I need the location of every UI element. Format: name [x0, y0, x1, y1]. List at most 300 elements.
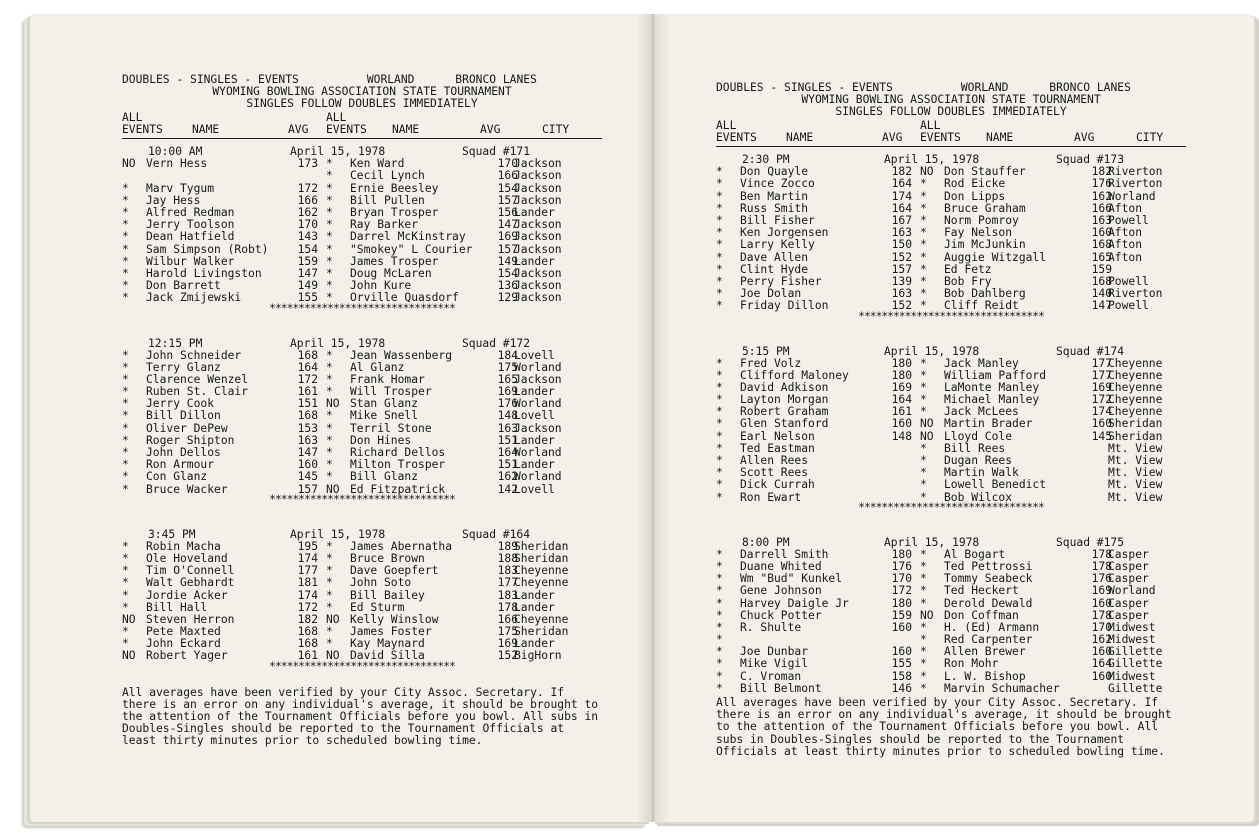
- bowler-name-1: David Adkison: [740, 380, 829, 394]
- events-mark-2: *: [326, 551, 333, 565]
- events-mark-1: *: [122, 446, 129, 460]
- section-gap: [122, 317, 602, 331]
- events-mark-2: NO: [920, 608, 934, 622]
- column-header-all2: ALL: [326, 111, 347, 125]
- bowler-avg-1: 155: [297, 291, 318, 305]
- column-header-events1: EVENTS: [122, 123, 163, 137]
- events-mark-2: *: [326, 169, 333, 183]
- bowler-name-1: Bill Belmont: [740, 681, 822, 695]
- bowler-avg-2: 178: [497, 600, 518, 614]
- events-mark-1: *: [122, 470, 129, 484]
- bowler-city: Riverton: [1108, 177, 1163, 191]
- bowler-name-1: Bruce Wacker: [146, 482, 228, 496]
- squad-date: April 15, 1978: [884, 535, 980, 549]
- squad-number: Squad #164: [462, 527, 531, 541]
- events-mark-1: NO: [122, 612, 136, 626]
- events-mark-1: *: [122, 193, 129, 207]
- bowler-avg-1: 160: [891, 645, 912, 659]
- bowler-avg-2: 168: [1091, 238, 1112, 252]
- column-header-all1: ALL: [122, 111, 143, 125]
- bowler-name-1: Con Glanz: [146, 470, 208, 484]
- events-mark-2: *: [920, 299, 927, 313]
- column-header-events2: EVENTS: [920, 131, 961, 145]
- bowler-avg-2: 136: [497, 279, 518, 293]
- events-mark-2: NO: [326, 649, 340, 663]
- bowler-city: Worland: [514, 446, 562, 460]
- bowler-avg-1: 182: [891, 165, 912, 179]
- bowler-city: Afton: [1108, 201, 1143, 215]
- column-header-all1: ALL: [716, 119, 737, 133]
- section-gap: [122, 508, 602, 522]
- events-mark-1: *: [122, 409, 129, 423]
- events-mark-2: *: [920, 547, 927, 561]
- bowler-name-2: Auggie Witzgall: [944, 250, 1047, 264]
- bowler-avg-1: 161: [891, 405, 912, 419]
- squad-time: 10:00 AM: [148, 145, 203, 159]
- bowler-row: [716, 178, 1186, 190]
- bowler-city: Gillette: [1108, 657, 1163, 671]
- bowler-avg-2: 174: [1091, 405, 1112, 419]
- events-mark-1: *: [122, 254, 129, 268]
- events-mark-2: *: [920, 262, 927, 276]
- events-mark-2: *: [326, 433, 333, 447]
- bowler-city: Jackson: [514, 291, 562, 305]
- events-mark-2: *: [920, 287, 927, 301]
- bowler-city: Cheyenne: [514, 576, 569, 590]
- bowler-city: Afton: [1108, 238, 1143, 252]
- bowler-avg-1: 168: [297, 625, 318, 639]
- bowler-name-1: Vern Hess: [146, 157, 208, 171]
- bowler-row: [122, 350, 602, 362]
- bowler-city: Jackson: [514, 181, 562, 195]
- events-mark-2: *: [920, 441, 927, 455]
- events-mark-2: *: [326, 637, 333, 651]
- events-mark-1: *: [122, 539, 129, 553]
- events-mark-1: NO: [122, 157, 136, 171]
- events-mark-1: *: [122, 625, 129, 639]
- bowler-avg-1: 153: [297, 421, 318, 435]
- events-mark-2: *: [920, 466, 927, 480]
- header-line: WYOMING BOWLING ASSOCIATION STATE TOURNAMENT: [212, 85, 512, 99]
- events-mark-1: *: [716, 405, 723, 419]
- events-mark-1: *: [716, 559, 723, 573]
- bowler-name-2: Michael Manley: [944, 393, 1040, 407]
- bowler-avg-2: 178: [1091, 608, 1112, 622]
- bowler-city: Lander: [514, 385, 555, 399]
- bowler-row: [122, 590, 602, 602]
- column-header-avg2: AVG: [1074, 131, 1095, 145]
- bowler-city: Jackson: [514, 193, 562, 207]
- bowler-avg-1: 152: [891, 299, 912, 313]
- squad-heading: [122, 144, 602, 158]
- bowler-name-2: Will Trosper: [350, 385, 432, 399]
- bowler-avg-1: 176: [891, 559, 912, 573]
- bowler-name-1: Oliver DePew: [146, 421, 228, 435]
- bowler-name-1: Dave Allen: [740, 250, 809, 264]
- column-header-avg2: AVG: [480, 123, 501, 137]
- events-mark-1: *: [716, 274, 723, 288]
- squad-heading: [122, 527, 602, 541]
- bowler-name-1: Don Quayle: [740, 165, 809, 179]
- header-line: DOUBLES - SINGLES - EVENTS WORLAND BRONCO LANES: [122, 73, 537, 86]
- bowler-city: Worland: [1108, 189, 1156, 203]
- bowler-avg-2: 154: [497, 266, 518, 280]
- bowler-city: Cheyenne: [514, 612, 569, 626]
- events-mark-2: *: [920, 189, 927, 203]
- bowler-name-2: Darrel McKinstray: [350, 230, 466, 244]
- bowler-avg-1: 195: [297, 539, 318, 553]
- bowler-row: [122, 292, 602, 304]
- bowler-name-1: Ron Ewart: [740, 490, 802, 504]
- bowler-city: Jackson: [514, 218, 562, 232]
- bowler-name-2: Lowell Benedict: [944, 478, 1047, 492]
- bowler-row: [716, 683, 1186, 695]
- bowler-avg-2: 169: [1091, 380, 1112, 394]
- events-mark-2: *: [920, 380, 927, 394]
- header-line: WYOMING BOWLING ASSOCIATION STATE TOURNAMENT: [801, 93, 1101, 107]
- bowler-avg-1: 167: [891, 214, 912, 228]
- events-mark-1: *: [716, 165, 723, 179]
- bowler-name-2: Jack McLees: [944, 405, 1019, 419]
- bowler-avg-2: 182: [1091, 165, 1112, 179]
- left-page-content: [122, 74, 602, 748]
- bowler-name-2: Orville Quasdorf: [350, 291, 459, 305]
- bowler-avg-1: 172: [891, 584, 912, 598]
- events-mark-1: *: [122, 637, 129, 651]
- events-mark-2: *: [326, 539, 333, 553]
- events-mark-1: *: [122, 458, 129, 472]
- squad-date: April 15, 1978: [884, 344, 980, 358]
- events-mark-1: *: [716, 478, 723, 492]
- events-mark-2: *: [920, 584, 927, 598]
- bowler-name-1: Vince Zocco: [740, 177, 815, 191]
- footer-note: All averages have been verified by your City Assoc. Secretary. If there is an error on any individual's average, it should be brought to the attention of the Tournament Officials before you bowl. All subs in Doubles-Singles should be reported to the Tournament Officials at least thirty minutes prior to scheduled bowling time.: [122, 685, 599, 748]
- bowler-city: Casper: [1108, 572, 1149, 586]
- bowler-name-1: Robert Yager: [146, 649, 228, 663]
- bowler-avg-1: 155: [891, 657, 912, 671]
- events-mark-2: *: [326, 470, 333, 484]
- events-mark-1: *: [122, 600, 129, 614]
- events-mark-2: *: [326, 193, 333, 207]
- bowler-avg-1: 163: [297, 433, 318, 447]
- bowler-name-2: Ed Fetz: [944, 262, 992, 276]
- bowler-avg-2: 184: [497, 348, 518, 362]
- bowler-row: [122, 471, 602, 483]
- bowler-name-1: Gene Johnson: [740, 584, 822, 598]
- bowler-name-2: Martin Walk: [944, 466, 1019, 480]
- events-mark-1: *: [122, 291, 129, 305]
- bowler-name-2: James Trosper: [350, 254, 439, 268]
- bowler-name-2: Jim McJunkin: [944, 238, 1026, 252]
- bowler-avg-2: 162: [497, 470, 518, 484]
- bowler-name-2: Bill Glanz: [350, 470, 419, 484]
- events-mark-1: *: [716, 669, 723, 683]
- events-mark-1: *: [122, 348, 129, 362]
- bowler-name-2: Bill Pullen: [350, 193, 425, 207]
- events-mark-2: *: [326, 254, 333, 268]
- bowler-name-2: Martin Brader: [944, 417, 1033, 431]
- bowler-name-1: Bill Hall: [146, 600, 208, 614]
- squad-date: April 15, 1978: [290, 336, 386, 350]
- bowler-name-2: Don Hines: [350, 433, 412, 447]
- bowler-avg-1: 162: [297, 206, 318, 220]
- bowler-name-1: Clifford Maloney: [740, 368, 849, 382]
- bowler-city: Sheridan: [1108, 429, 1163, 443]
- events-mark-1: *: [716, 287, 723, 301]
- bowler-avg-2: 145: [1091, 429, 1112, 443]
- bowler-city: Worland: [514, 470, 562, 484]
- bowler-name-2: Rod Eicke: [944, 177, 1006, 191]
- asterisk-separator: ********************************: [269, 659, 455, 673]
- column-header-city: CITY: [1136, 131, 1164, 145]
- bowler-avg-1: 149: [297, 279, 318, 293]
- bowler-avg-2: 147: [1091, 299, 1112, 313]
- bowler-avg-2: 176: [1091, 177, 1112, 191]
- events-mark-1: *: [122, 433, 129, 447]
- bowler-name-2: Bill Bailey: [350, 588, 425, 602]
- bowler-avg-2: 156: [497, 206, 518, 220]
- bowler-city: Gillette: [1108, 681, 1163, 695]
- bowler-avg-1: 159: [891, 608, 912, 622]
- bowler-avg-2: 162: [1091, 633, 1112, 647]
- bowler-city: Sheridan: [514, 551, 569, 565]
- events-mark-2: NO: [920, 417, 934, 431]
- bowler-name-2: Mike Snell: [350, 409, 419, 423]
- bowler-city: Jackson: [514, 157, 562, 171]
- events-mark-2: NO: [326, 482, 340, 496]
- bowler-city: Cheyenne: [1108, 393, 1163, 407]
- header-line: SINGLES FOLLOW DOUBLES IMMEDIATELY: [246, 97, 478, 111]
- bowler-name-1: Perry Fisher: [740, 274, 822, 288]
- bowler-avg-1: 164: [297, 360, 318, 374]
- events-mark-2: *: [326, 279, 333, 293]
- bowler-avg-2: 177: [497, 576, 518, 590]
- bowler-city: Sheridan: [514, 625, 569, 639]
- events-mark-2: *: [920, 657, 927, 671]
- bowler-name-2: Ken Ward: [350, 157, 405, 171]
- bowler-city: Mt. View: [1108, 454, 1163, 468]
- bowler-name-2: L. W. Bishop: [944, 669, 1026, 683]
- bowler-avg-2: 183: [497, 588, 518, 602]
- bowler-city: Casper: [1108, 596, 1149, 610]
- bowler-avg-2: 151: [497, 433, 518, 447]
- bowler-name-1: Jack Zmijewski: [146, 291, 242, 305]
- bowler-name-2: Fay Nelson: [944, 226, 1013, 240]
- bowler-avg-2: 160: [1091, 417, 1112, 431]
- events-mark-2: *: [920, 226, 927, 240]
- bowler-avg-1: 180: [891, 596, 912, 610]
- bowler-name-2: Red Carpenter: [944, 633, 1033, 647]
- events-mark-2: *: [326, 458, 333, 472]
- bowler-avg-2: 157: [497, 193, 518, 207]
- bowler-avg-2: 166: [497, 169, 518, 183]
- bowler-city: BigHorn: [514, 649, 562, 663]
- bowler-city: Casper: [1108, 547, 1149, 561]
- bowler-row: [122, 650, 602, 662]
- booklet-spread: [22, 14, 1254, 822]
- bowler-avg-2: 169: [497, 385, 518, 399]
- bowler-name-1: Jerry Toolson: [146, 218, 235, 232]
- events-mark-1: *: [122, 206, 129, 220]
- bowler-row: [716, 585, 1186, 597]
- squad-date: April 15, 1978: [290, 527, 386, 541]
- bowler-avg-1: 172: [297, 181, 318, 195]
- bowler-city: Powell: [1108, 274, 1149, 288]
- bowler-avg-1: 182: [297, 612, 318, 626]
- bowler-name-1: John Dellos: [146, 446, 221, 460]
- squad-number: Squad #174: [1056, 344, 1125, 358]
- tournament-header: [716, 82, 1186, 118]
- bowler-name-1: Joe Dunbar: [740, 645, 809, 659]
- bowler-city: Cheyenne: [514, 564, 569, 578]
- asterisk-separator: ********************************: [858, 500, 1044, 514]
- bowler-city: Casper: [1108, 559, 1149, 573]
- bowler-city: Jackson: [514, 169, 562, 183]
- bowler-city: Midwest: [1108, 633, 1156, 647]
- bowler-city: Powell: [1108, 214, 1149, 228]
- bowler-city: Mt. View: [1108, 466, 1163, 480]
- bowler-name-2: Bob Wilcox: [944, 490, 1013, 504]
- events-mark-2: *: [326, 576, 333, 590]
- asterisk-separator: ********************************: [858, 309, 1044, 323]
- events-mark-1: *: [122, 181, 129, 195]
- bowler-name-2: Al Bogart: [944, 547, 1006, 561]
- asterisk-separator: ********************************: [269, 492, 455, 506]
- events-mark-1: *: [122, 279, 129, 293]
- bowler-avg-2: 154: [497, 181, 518, 195]
- bowler-name-2: William Pafford: [944, 368, 1047, 382]
- bowler-avg-2: 152: [497, 649, 518, 663]
- events-mark-1: *: [716, 250, 723, 264]
- events-mark-2: *: [326, 181, 333, 195]
- bowler-avg-1: 164: [891, 201, 912, 215]
- bowler-avg-2: 189: [497, 539, 518, 553]
- bowler-avg-1: 180: [891, 368, 912, 382]
- bowler-city: Lander: [514, 433, 555, 447]
- bowler-name-2: Ron Mohr: [944, 657, 999, 671]
- bowler-name-2: Bill Rees: [944, 441, 1006, 455]
- events-mark-1: *: [716, 681, 723, 695]
- bowler-avg-2: 175: [497, 360, 518, 374]
- bowler-city: Worland: [514, 360, 562, 374]
- bowler-name-2: John Soto: [350, 576, 412, 590]
- bowler-name-2: Doug McLaren: [350, 266, 432, 280]
- bowler-name-2: Bruce Brown: [350, 551, 425, 565]
- bowler-avg-2: 178: [1091, 559, 1112, 573]
- bowler-avg-1: 145: [297, 470, 318, 484]
- bowler-city: Cheyenne: [1108, 380, 1163, 394]
- footer-note: All averages have been verified by your City Assoc. Secretary. If there is an error on any individual's average, it should be brought to the attention of the Tournament Officials before you bowl. All subs in Doubles-Singles should be reported to the Tournament Officials at least thirty minutes prior to scheduled bowling time.: [716, 696, 1172, 758]
- events-mark-1: *: [122, 218, 129, 232]
- bowler-name-2: Terril Stone: [350, 421, 432, 435]
- bowler-name-2: Al Glanz: [350, 360, 405, 374]
- bowler-row: [122, 170, 602, 182]
- bowler-name-1: Dean Hatfield: [146, 230, 235, 244]
- bowler-avg-1: 152: [891, 250, 912, 264]
- squad-date: April 15, 1978: [884, 153, 980, 167]
- events-mark-2: *: [920, 356, 927, 370]
- bowler-name-2: Kay Maynard: [350, 637, 425, 651]
- column-header-name2: NAME: [986, 131, 1014, 145]
- events-mark-2: *: [920, 559, 927, 573]
- bowler-city: Afton: [1108, 250, 1143, 264]
- bowler-avg-2: 163: [497, 421, 518, 435]
- bowler-name-2: Frank Homar: [350, 372, 425, 386]
- events-mark-1: *: [122, 551, 129, 565]
- events-mark-2: *: [326, 446, 333, 460]
- events-mark-1: *: [716, 226, 723, 240]
- squad-date: April 15, 1978: [290, 145, 386, 159]
- bowler-avg-2: 159: [1091, 262, 1112, 276]
- events-mark-2: NO: [920, 165, 934, 179]
- bowler-avg-1: 170: [297, 218, 318, 232]
- bowler-avg-1: 157: [891, 262, 912, 276]
- events-mark-1: *: [716, 368, 723, 382]
- column-header-city: CITY: [542, 123, 570, 137]
- bowler-row: [716, 492, 1186, 504]
- events-mark-2: *: [920, 250, 927, 264]
- bowler-avg-1: 147: [297, 266, 318, 280]
- bowler-avg-1: 160: [891, 417, 912, 431]
- bowler-avg-1: 157: [297, 482, 318, 496]
- bowler-row: [122, 577, 602, 589]
- bowler-name-1: Ken Jorgensen: [740, 226, 829, 240]
- events-mark-1: *: [716, 417, 723, 431]
- bowler-name-2: Ted Pettrossi: [944, 559, 1033, 573]
- bowler-name-2: Ted Heckert: [944, 584, 1019, 598]
- bowler-avg-2: 166: [1091, 201, 1112, 215]
- bowler-row: [122, 410, 602, 422]
- events-mark-1: *: [122, 588, 129, 602]
- bowler-avg-1: 180: [891, 356, 912, 370]
- events-mark-1: *: [716, 393, 723, 407]
- events-mark-2: *: [920, 596, 927, 610]
- bowler-name-1: Robert Graham: [740, 405, 829, 419]
- squad-number: Squad #173: [1056, 153, 1125, 167]
- column-header-row: [716, 120, 1186, 147]
- bowler-city: Lander: [514, 254, 555, 268]
- bowler-row: [716, 418, 1186, 430]
- bowler-name-1: John Schneider: [146, 348, 242, 362]
- bowler-city: Lovell: [514, 482, 555, 496]
- bowler-avg-1: 168: [297, 348, 318, 362]
- bowler-name-1: Terry Glanz: [146, 360, 221, 374]
- events-mark-2: *: [920, 405, 927, 419]
- bowler-avg-2: 157: [497, 242, 518, 256]
- bowler-name-1: Roger Shipton: [146, 433, 235, 447]
- events-mark-2: *: [326, 206, 333, 220]
- events-mark-2: *: [920, 214, 927, 228]
- bowler-name-1: Tim O'Connell: [146, 564, 235, 578]
- column-header-events2: EVENTS: [326, 123, 367, 137]
- bowler-name-2: Bob Dahlberg: [944, 287, 1026, 301]
- bowler-city: Jackson: [514, 242, 562, 256]
- bowler-city: Mt. View: [1108, 490, 1163, 504]
- bowler-name-1: Duane Whited: [740, 559, 822, 573]
- events-mark-1: *: [716, 608, 723, 622]
- bowler-name-2: Marvin Schumacher: [944, 681, 1060, 695]
- bowler-avg-2: 172: [1091, 393, 1112, 407]
- bowler-city: Cheyenne: [1108, 405, 1163, 419]
- events-mark-1: *: [122, 372, 129, 386]
- bowler-avg-1: 168: [297, 409, 318, 423]
- events-mark-2: *: [326, 625, 333, 639]
- section-gap: [716, 516, 1186, 530]
- events-mark-1: *: [716, 299, 723, 313]
- bowler-name-2: Ed Fitzpatrick: [350, 482, 446, 496]
- events-mark-1: *: [122, 421, 129, 435]
- bowler-avg-1: 146: [891, 681, 912, 695]
